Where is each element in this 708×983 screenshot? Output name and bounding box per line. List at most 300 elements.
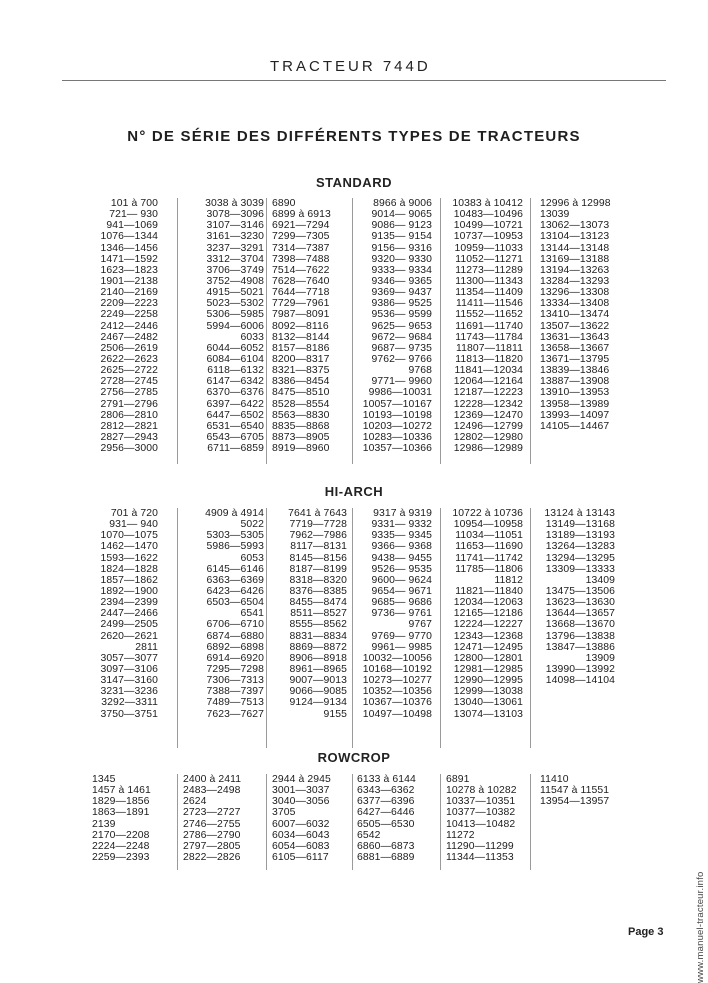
serial-range: 10278 à 10282 — [446, 785, 517, 797]
serial-range: 2728—2745 — [100, 376, 158, 388]
serial-range: 9654— 9671 — [371, 585, 432, 597]
serial-range: 2170—2208 — [92, 829, 150, 841]
serial-range: 11272 — [446, 829, 475, 841]
serial-range: 13954—13957 — [540, 796, 610, 808]
serial-range: 2827—2943 — [100, 431, 158, 443]
serial-range: 11273—11289 — [455, 264, 523, 276]
serial-range: 6505—6530 — [357, 818, 415, 830]
serial-range: 5994—6006 — [206, 320, 264, 332]
serial-range: 11034—11051 — [455, 530, 523, 542]
serial-range: 11552—11652 — [455, 309, 523, 321]
serial-range: 2394—2399 — [100, 597, 158, 609]
column-divider — [440, 508, 441, 748]
serial-range: 8145—8156 — [289, 552, 347, 564]
serial-range: 2791—2796 — [100, 398, 158, 410]
serial-range: 11812 — [494, 574, 523, 586]
serial-range: 3752—4908 — [206, 275, 264, 287]
serial-range: 2400 à 2411 — [183, 774, 242, 785]
serial-range: 2806—2810 — [100, 409, 158, 421]
serial-range: 12165—12186 — [453, 608, 523, 620]
serial-range: 1857—1862 — [100, 574, 158, 586]
serial-range: 13296—13308 — [540, 287, 610, 299]
serial-range: 941—1069 — [106, 220, 158, 232]
serial-range: 6427—6446 — [357, 807, 415, 819]
serial-range: 10499—10721 — [453, 220, 523, 232]
serial-range: 7489—7513 — [206, 697, 264, 709]
column-divider — [266, 508, 267, 748]
serial-range: 9762— 9766 — [371, 353, 432, 365]
serial-range: 12986—12989 — [453, 443, 523, 455]
column-divider — [530, 774, 531, 870]
serial-range: 2797—2805 — [183, 840, 241, 852]
serial-range: 11807—11811 — [456, 342, 523, 354]
serial-range: 10193—10198 — [362, 409, 432, 421]
serial-column-hi-arch-2 — [183, 508, 264, 720]
serial-range: 3107—3146 — [206, 220, 264, 232]
serial-range: 11813—11820 — [455, 353, 523, 365]
side-url: www.manuel-tracteur.info — [695, 871, 706, 983]
serial-range: 6118—6132 — [207, 365, 264, 377]
serial-range: 10954—10958 — [453, 519, 523, 531]
serial-range: 10032—10056 — [362, 652, 432, 664]
serial-range: 11547 à 11551 — [540, 785, 610, 797]
serial-range: 13334—13408 — [540, 298, 610, 310]
serial-range: 6914—6920 — [206, 652, 264, 664]
serial-column-standard-1 — [92, 198, 158, 454]
serial-range: 6542 — [357, 829, 381, 841]
serial-column-standard-3 — [272, 198, 347, 454]
serial-range: 7306—7313 — [206, 675, 264, 687]
serial-range: 1471—1592 — [100, 253, 158, 265]
serial-range: 3292—3311 — [101, 697, 158, 709]
serial-range: 9600— 9624 — [371, 574, 432, 586]
serial-range: 13409 — [585, 574, 615, 586]
serial-range: 13909 — [585, 652, 615, 664]
serial-range: 4915—5021 — [206, 287, 264, 299]
serial-range: 8831—8834 — [289, 630, 347, 642]
serial-range: 3231—3236 — [100, 686, 158, 698]
serial-column-hi-arch-5 — [446, 508, 523, 720]
serial-range: 13189—13193 — [545, 530, 615, 542]
serial-range: 13958—13989 — [540, 398, 610, 410]
serial-range: 11785—11806 — [455, 563, 523, 575]
serial-range: 14098—14104 — [545, 675, 615, 687]
serial-column-hi-arch-4 — [357, 508, 432, 720]
serial-range: 12800—12801 — [453, 652, 523, 664]
serial-range: 9335— 9345 — [371, 530, 432, 542]
serial-range: 13644—13657 — [545, 608, 615, 620]
serial-range: 3057—3077 — [100, 652, 158, 664]
serial-range: 6033 — [240, 331, 264, 343]
serial-range: 3705 — [272, 807, 296, 819]
serial-range: 1345 — [92, 774, 116, 785]
serial-column-rowcrop-5 — [446, 774, 523, 863]
serial-range: 13040—13061 — [453, 697, 523, 709]
serial-range: 10057—10167 — [362, 398, 432, 410]
serial-range: 12224—12227 — [453, 619, 523, 631]
serial-range: 10413—10482 — [446, 818, 516, 830]
serial-range: 6706—6710 — [206, 619, 264, 631]
serial-range: 10357—10366 — [362, 443, 432, 455]
serial-range: 8117—8131 — [290, 541, 347, 553]
serial-range: 13144—13148 — [540, 242, 610, 254]
serial-range: 6343—6362 — [357, 785, 415, 797]
serial-range: 8200—8317 — [272, 353, 330, 365]
column-divider — [177, 774, 178, 870]
serial-range: 13039 — [540, 209, 570, 221]
serial-range: 6044—6052 — [206, 342, 264, 354]
serial-range: 8157—8186 — [272, 342, 330, 354]
serial-range: 2944 à 2945 — [272, 774, 331, 785]
serial-range: 2140—2169 — [100, 287, 158, 299]
serial-range: 13839—13846 — [540, 365, 610, 377]
serial-range: 9320— 9330 — [371, 253, 432, 265]
serial-range: 6423—6426 — [206, 585, 264, 597]
serial-column-rowcrop-1 — [92, 774, 158, 863]
serial-range: 8528—8554 — [272, 398, 330, 410]
serial-range: 2506—2619 — [100, 342, 158, 354]
serial-range: 8092—8116 — [272, 320, 329, 332]
serial-range: 8961—8965 — [289, 663, 347, 675]
serial-range: 2139 — [92, 818, 116, 830]
serial-range: 7314—7387 — [272, 242, 330, 254]
serial-range: 13887—13908 — [540, 376, 610, 388]
serial-range: 3097—3106 — [100, 663, 158, 675]
section-title-hi-arch: HI-ARCH — [324, 484, 384, 499]
serial-range: 10168—10192 — [362, 663, 432, 675]
serial-range: 2812—2821 — [100, 420, 158, 432]
serial-range: 9066—9085 — [289, 686, 347, 698]
serial-range: 10283—10336 — [362, 431, 432, 443]
serial-range: 9366— 9368 — [371, 541, 432, 553]
serial-range: 3161—3230 — [206, 231, 264, 243]
serial-range: 13124 à 13143 — [544, 508, 615, 519]
serial-range: 2224—2248 — [92, 840, 150, 852]
serial-range: 9526— 9535 — [371, 563, 432, 575]
serial-column-hi-arch-1 — [92, 508, 158, 720]
serial-range: 9086— 9123 — [371, 220, 432, 232]
serial-range: 6147—6342 — [206, 376, 264, 388]
serial-range: 13149—13168 — [545, 519, 615, 531]
serial-range: 6874—6880 — [206, 630, 264, 642]
serial-range: 8919—8960 — [272, 443, 330, 455]
serial-range: 9736— 9761 — [371, 608, 432, 620]
serial-range: 10737—10953 — [453, 231, 523, 243]
serial-range: 14105—14467 — [540, 420, 610, 432]
serial-range: 6377—6396 — [357, 796, 415, 808]
serial-range: 3078—3096 — [206, 209, 264, 221]
serial-range: 9771— 9960 — [371, 376, 432, 388]
serial-range: 6133 à 6144 — [357, 774, 416, 785]
serial-column-rowcrop-6 — [540, 774, 615, 807]
serial-range: 6543—6705 — [206, 431, 264, 443]
serial-range: 13623—13630 — [545, 597, 615, 609]
serial-range: 6034—6043 — [272, 829, 330, 841]
serial-range: 12996 à 12998 — [540, 198, 611, 209]
serial-range: 2209—2223 — [100, 298, 158, 310]
serial-range: 1076—1344 — [100, 231, 158, 243]
serial-range: 11841—12034 — [454, 365, 523, 377]
serial-range: 10273—10277 — [362, 675, 432, 687]
serial-range: 11411—11546 — [456, 298, 523, 310]
page-number: Page 3 — [628, 926, 664, 938]
serial-range: 8386—8454 — [272, 376, 330, 388]
serial-range: 7644—7718 — [272, 287, 330, 299]
serial-range: 3706—3749 — [206, 264, 264, 276]
column-divider — [530, 198, 531, 464]
serial-range: 13410—13474 — [540, 309, 610, 321]
serial-range: 13796—13838 — [545, 630, 615, 642]
serial-range: 1901—2138 — [100, 275, 158, 287]
serial-range: 12802—12980 — [453, 431, 523, 443]
serial-range: 13284—13293 — [540, 275, 610, 287]
serial-range: 9438— 9455 — [371, 552, 432, 564]
serial-range: 13475—13506 — [545, 585, 615, 597]
serial-column-rowcrop-4 — [357, 774, 432, 863]
serial-range: 12999—13038 — [453, 686, 523, 698]
serial-range: 7388—7397 — [206, 686, 264, 698]
serial-range: 3237—3291 — [206, 242, 264, 254]
serial-range: 9625— 9653 — [371, 320, 432, 332]
serial-range: 7962—7986 — [289, 530, 347, 542]
serial-range: 3001—3037 — [272, 785, 330, 797]
serial-range: 2624 — [183, 796, 207, 808]
serial-range: 10203—10272 — [362, 420, 432, 432]
serial-range: 6860—6873 — [357, 840, 415, 852]
serial-range: 8563—8830 — [272, 409, 330, 421]
serial-range: 10722 à 10736 — [452, 508, 523, 519]
serial-range: 9986—10031 — [368, 387, 432, 399]
serial-range: 9333— 9334 — [371, 264, 432, 276]
serial-range: 4909 à 4914 — [205, 508, 264, 519]
serial-range: 9155 — [323, 708, 347, 720]
serial-range: 11052—11271 — [455, 253, 523, 265]
serial-range: 12990—12995 — [453, 675, 523, 687]
serial-range: 2249—2258 — [100, 309, 158, 321]
serial-range: 13169—13188 — [540, 253, 610, 265]
serial-range: 2467—2482 — [100, 331, 158, 343]
serial-range: 13062—13073 — [540, 220, 610, 232]
serial-range: 13910—13953 — [540, 387, 610, 399]
serial-range: 13104—13123 — [540, 231, 610, 243]
serial-range: 10367—10376 — [362, 697, 432, 709]
serial-range: 2822—2826 — [183, 851, 241, 863]
serial-range: 10377—10382 — [446, 807, 516, 819]
serial-range: 13847—13886 — [545, 641, 615, 653]
serial-range: 1593—1622 — [100, 552, 158, 564]
serial-range: 10959—11033 — [454, 242, 523, 254]
serial-range: 6370—6376 — [206, 387, 264, 399]
serial-range: 13671—13795 — [540, 353, 610, 365]
serial-range: 13631—13643 — [540, 331, 610, 343]
serial-range: 6881—6889 — [357, 851, 415, 863]
serial-range: 6921—7294 — [272, 220, 330, 232]
serial-range: 12981—12985 — [453, 663, 523, 675]
serial-range: 2259—2393 — [92, 851, 150, 863]
serial-range: 6105—6117 — [272, 851, 329, 863]
section-title-standard: STANDARD — [316, 175, 392, 190]
serial-range: 13194—13263 — [540, 264, 610, 276]
column-divider — [440, 198, 441, 464]
serial-range: 6899 à 6913 — [272, 209, 331, 221]
serial-range: 13264—13283 — [545, 541, 615, 553]
serial-range: 6541 — [240, 608, 264, 620]
serial-range: 6363—6369 — [206, 574, 264, 586]
serial-range: 10337—10351 — [446, 796, 516, 808]
serial-range: 9156— 9316 — [371, 242, 432, 254]
serial-range: 11290—11299 — [446, 840, 514, 852]
serial-range: 11344—11353 — [446, 851, 514, 863]
serial-range: 11691—11740 — [455, 320, 523, 332]
serial-range: 13294—13295 — [545, 552, 615, 564]
serial-range: 6397—6422 — [206, 398, 264, 410]
serial-range: 12496—12799 — [453, 420, 523, 432]
serial-range: 9687— 9735 — [371, 342, 432, 354]
serial-column-standard-2 — [183, 198, 264, 454]
serial-range: 9768 — [408, 365, 432, 377]
column-divider — [352, 198, 353, 464]
serial-range: 13668—13670 — [545, 619, 615, 631]
serial-range: 8835—8868 — [272, 420, 330, 432]
serial-range: 1863—1891 — [92, 807, 150, 819]
serial-range: 9536— 9599 — [371, 309, 432, 321]
serial-range: 6711—6859 — [207, 443, 264, 455]
serial-range: 9135— 9154 — [371, 231, 432, 243]
serial-column-rowcrop-2 — [183, 774, 264, 863]
serial-range: 8906—8918 — [289, 652, 347, 664]
serial-range: 6007—6032 — [272, 818, 330, 830]
serial-range: 8869—8872 — [289, 641, 347, 653]
serial-range: 721— 930 — [109, 209, 158, 221]
serial-range: 10383 à 10412 — [452, 198, 523, 209]
serial-column-standard-4 — [357, 198, 432, 454]
serial-range: 2412—2446 — [100, 320, 158, 332]
serial-range: 2447—2466 — [100, 608, 158, 620]
serial-range: 6890 — [272, 198, 296, 209]
column-divider — [266, 774, 267, 870]
serial-range: 8187—8199 — [289, 563, 347, 575]
serial-range: 1457 à 1461 — [92, 785, 151, 797]
serial-range: 7628—7640 — [272, 275, 330, 287]
serial-range: 13074—13103 — [453, 708, 523, 720]
serial-range: 9769— 9770 — [371, 630, 432, 642]
serial-range: 1829—1856 — [92, 796, 150, 808]
serial-range: 2620—2621 — [100, 630, 158, 642]
serial-range: 6891 — [446, 774, 470, 785]
page-heading: N° DE SÉRIE DES DIFFÉRENTS TYPES DE TRACTEURS — [127, 128, 581, 145]
serial-range: 7295—7298 — [206, 663, 264, 675]
serial-range: 12471—12495 — [453, 641, 523, 653]
serial-range: 5986—5993 — [206, 541, 264, 553]
serial-range: 9767 — [408, 619, 432, 631]
serial-range: 7623—7627 — [206, 708, 264, 720]
serial-range: 6892—6898 — [206, 641, 264, 653]
serial-range: 11743—11784 — [455, 331, 523, 343]
header-rule — [62, 80, 666, 81]
serial-range: 12034—12063 — [453, 597, 523, 609]
column-divider — [177, 198, 178, 464]
serial-range: 1824—1828 — [100, 563, 158, 575]
serial-range: 9961— 9985 — [371, 641, 432, 653]
serial-range: 9331— 9332 — [371, 519, 432, 531]
serial-range: 2756—2785 — [100, 387, 158, 399]
serial-range: 701 à 720 — [110, 508, 158, 519]
serial-range: 1346—1456 — [100, 242, 158, 254]
serial-range: 1462—1470 — [100, 541, 158, 553]
serial-range: 11821—11840 — [455, 585, 523, 597]
header-title: TRACTEUR 744D — [270, 58, 431, 75]
serial-range: 3038 à 3039 — [205, 198, 264, 209]
serial-range: 9685— 9686 — [371, 597, 432, 609]
serial-range: 7729—7961 — [272, 298, 330, 310]
column-divider — [530, 508, 531, 748]
serial-range: 5023—5302 — [206, 298, 264, 310]
serial-range: 8376—8385 — [289, 585, 347, 597]
serial-range: 8455—8474 — [289, 597, 347, 609]
serial-range: 10483—10496 — [453, 209, 523, 221]
serial-range: 6084—6104 — [206, 353, 264, 365]
serial-range: 12343—12368 — [453, 630, 523, 642]
serial-range: 8873—8905 — [272, 431, 330, 443]
serial-range: 12187—12223 — [453, 387, 523, 399]
serial-range: 931— 940 — [109, 519, 158, 531]
column-divider — [352, 774, 353, 870]
column-divider — [177, 508, 178, 748]
serial-range: 7987—8091 — [272, 309, 330, 321]
serial-range: 7299—7305 — [272, 231, 330, 243]
serial-range: 9346— 9365 — [371, 275, 432, 287]
serial-range: 13993—14097 — [540, 409, 610, 421]
serial-range: 1892—1900 — [100, 585, 158, 597]
serial-range: 8132—8144 — [272, 331, 330, 343]
serial-range: 1070—1075 — [100, 530, 158, 542]
serial-range: 11653—11690 — [455, 541, 523, 553]
serial-range: 5303—5305 — [206, 530, 264, 542]
serial-range: 9007—9013 — [289, 675, 347, 687]
serial-range: 6054—6083 — [272, 840, 330, 852]
serial-range: 9124—9134 — [289, 697, 347, 709]
serial-range: 10497—10498 — [362, 708, 432, 720]
serial-column-hi-arch-3 — [272, 508, 347, 720]
serial-range: 8966 à 9006 — [373, 198, 432, 209]
serial-range: 9014— 9065 — [371, 209, 432, 221]
serial-range: 9386— 9525 — [371, 298, 432, 310]
serial-range: 6053 — [240, 552, 264, 564]
serial-range: 12228—12342 — [453, 398, 523, 410]
column-divider — [352, 508, 353, 748]
serial-range: 3040—3056 — [272, 796, 330, 808]
serial-range: 8321—8375 — [272, 365, 330, 377]
column-divider — [266, 198, 267, 464]
serial-range: 13309—13333 — [545, 563, 615, 575]
serial-range: 2786—2790 — [183, 829, 241, 841]
serial-range: 7514—7622 — [272, 264, 330, 276]
serial-range: 7719—7728 — [289, 519, 347, 531]
serial-range: 2625—2722 — [100, 365, 158, 377]
serial-range: 2956—3000 — [100, 443, 158, 455]
serial-range: 8475—8510 — [272, 387, 330, 399]
serial-range: 9672— 9684 — [371, 331, 432, 343]
serial-range: 10352—10356 — [362, 686, 432, 698]
serial-range: 9317 à 9319 — [373, 508, 432, 519]
serial-range: 13507—13622 — [540, 320, 610, 332]
serial-range: 5022 — [240, 519, 264, 531]
serial-range: 3147—3160 — [100, 675, 158, 687]
serial-range: 101 à 700 — [110, 198, 158, 209]
serial-range: 7641 à 7643 — [288, 508, 347, 519]
serial-range: 11410 — [540, 774, 569, 785]
serial-range: 8511—8527 — [290, 608, 347, 620]
